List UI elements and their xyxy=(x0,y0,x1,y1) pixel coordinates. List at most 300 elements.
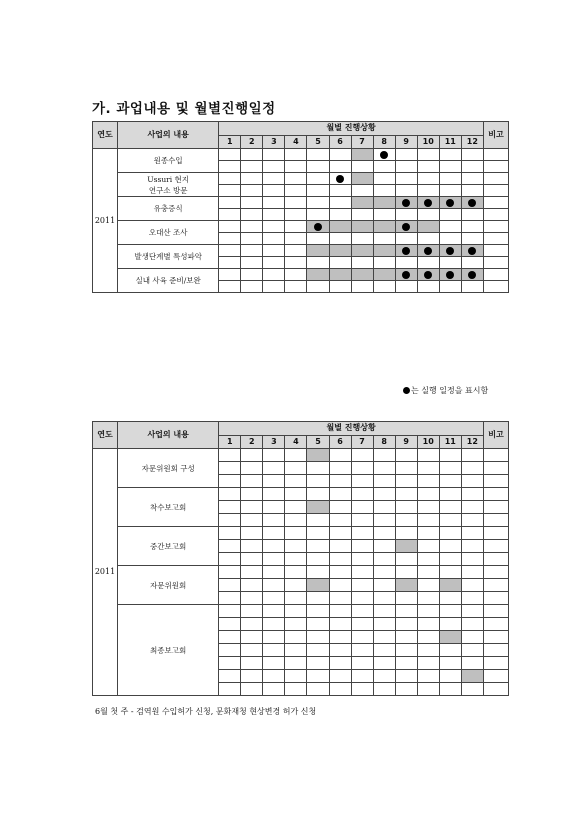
month-cell xyxy=(329,149,351,161)
month-cell xyxy=(417,185,439,197)
month-cell xyxy=(263,197,285,209)
month-cell xyxy=(241,514,263,527)
month-cell xyxy=(373,475,395,488)
remarks-cell xyxy=(483,657,508,670)
month-cell xyxy=(439,631,461,644)
month-cell xyxy=(351,475,373,488)
month-cell xyxy=(219,197,241,209)
month-header: 6 xyxy=(329,435,351,449)
month-cell xyxy=(241,579,263,592)
month-cell xyxy=(219,631,241,644)
month-cell xyxy=(219,657,241,670)
month-cell xyxy=(461,579,483,592)
month-cell xyxy=(439,618,461,631)
month-cell xyxy=(373,553,395,566)
table-row xyxy=(93,566,509,579)
month-cell xyxy=(307,185,329,197)
month-cell xyxy=(285,149,307,161)
month-cell xyxy=(263,644,285,657)
month-cell xyxy=(351,683,373,696)
task-name: 착수보고회 xyxy=(118,488,219,527)
month-cell xyxy=(461,527,483,540)
month-header: 8 xyxy=(373,135,395,149)
month-cell xyxy=(461,488,483,501)
table-row xyxy=(93,269,509,281)
month-cell xyxy=(285,449,307,462)
month-cell xyxy=(307,281,329,293)
month-cell xyxy=(395,657,417,670)
month-cell xyxy=(219,527,241,540)
month-cell xyxy=(417,221,439,233)
month-cell xyxy=(351,631,373,644)
month-cell xyxy=(263,233,285,245)
filled-circle-icon xyxy=(402,223,410,231)
month-cell xyxy=(329,540,351,553)
month-cell xyxy=(263,527,285,540)
month-cell xyxy=(395,683,417,696)
month-cell xyxy=(219,245,241,257)
month-cell xyxy=(219,540,241,553)
month-cell xyxy=(439,527,461,540)
remarks-cell xyxy=(483,566,508,579)
month-cell xyxy=(241,683,263,696)
month-cell xyxy=(373,488,395,501)
filled-circle-icon xyxy=(314,223,322,231)
month-cell xyxy=(263,670,285,683)
month-cell xyxy=(351,566,373,579)
month-cell xyxy=(307,657,329,670)
month-cell xyxy=(285,644,307,657)
month-cell xyxy=(461,161,483,173)
month-cell xyxy=(417,618,439,631)
month-cell xyxy=(307,161,329,173)
month-cell xyxy=(263,592,285,605)
month-cell xyxy=(373,269,395,281)
month-cell xyxy=(351,209,373,221)
month-cell xyxy=(263,618,285,631)
table-row xyxy=(93,245,509,257)
month-cell xyxy=(263,566,285,579)
month-cell xyxy=(263,683,285,696)
month-cell xyxy=(263,245,285,257)
month-cell xyxy=(351,149,373,161)
month-cell xyxy=(373,173,395,185)
month-header: 10 xyxy=(417,435,439,449)
month-cell xyxy=(461,592,483,605)
month-header: 8 xyxy=(373,435,395,449)
month-cell xyxy=(373,209,395,221)
month-cell xyxy=(329,683,351,696)
table-row xyxy=(93,488,509,501)
month-cell xyxy=(241,462,263,475)
month-cell xyxy=(241,670,263,683)
month-cell xyxy=(263,173,285,185)
month-cell xyxy=(373,644,395,657)
month-cell xyxy=(351,462,373,475)
progress-header: 월별 진행상황 xyxy=(219,422,484,436)
month-cell xyxy=(307,245,329,257)
month-cell xyxy=(351,488,373,501)
task-name: Ussuri 현지 연구소 방문 xyxy=(118,173,219,197)
month-cell xyxy=(351,501,373,514)
month-cell xyxy=(351,245,373,257)
filled-circle-icon xyxy=(402,271,410,279)
month-cell xyxy=(417,657,439,670)
month-cell xyxy=(241,475,263,488)
month-cell xyxy=(241,631,263,644)
month-cell xyxy=(241,605,263,618)
month-cell xyxy=(461,233,483,245)
month-cell xyxy=(373,566,395,579)
month-cell xyxy=(241,449,263,462)
task-name: 발생단계별 특성파악 xyxy=(118,245,219,269)
month-cell xyxy=(263,161,285,173)
month-cell xyxy=(417,631,439,644)
month-cell xyxy=(439,233,461,245)
schedule-table-1 xyxy=(92,121,509,293)
month-cell xyxy=(373,631,395,644)
month-cell xyxy=(263,605,285,618)
month-cell xyxy=(263,488,285,501)
month-cell xyxy=(263,501,285,514)
month-header: 5 xyxy=(307,135,329,149)
month-cell xyxy=(417,644,439,657)
month-cell xyxy=(219,644,241,657)
remarks-cell xyxy=(483,462,508,475)
month-cell xyxy=(307,449,329,462)
month-cell xyxy=(395,233,417,245)
legend-note xyxy=(403,385,488,396)
table-row xyxy=(93,197,509,209)
month-cell xyxy=(241,257,263,269)
month-cell xyxy=(417,540,439,553)
month-cell xyxy=(329,553,351,566)
month-cell xyxy=(439,197,461,209)
remarks-cell xyxy=(483,579,508,592)
month-cell xyxy=(219,618,241,631)
remarks-cell xyxy=(483,631,508,644)
month-cell xyxy=(241,197,263,209)
month-cell xyxy=(461,257,483,269)
filled-circle-icon xyxy=(403,387,410,394)
year-header: 연도 xyxy=(93,122,118,149)
month-cell xyxy=(329,670,351,683)
month-cell xyxy=(461,281,483,293)
month-cell xyxy=(351,514,373,527)
month-cell xyxy=(285,553,307,566)
month-cell xyxy=(439,221,461,233)
month-cell xyxy=(285,527,307,540)
month-cell xyxy=(351,449,373,462)
month-cell xyxy=(417,197,439,209)
month-cell xyxy=(329,269,351,281)
month-cell xyxy=(461,245,483,257)
month-cell xyxy=(351,185,373,197)
month-cell xyxy=(329,514,351,527)
month-cell xyxy=(307,257,329,269)
month-cell xyxy=(241,269,263,281)
month-cell xyxy=(285,233,307,245)
month-cell xyxy=(219,462,241,475)
month-cell xyxy=(461,566,483,579)
legend-text: 는 실행 일정을 표시함 xyxy=(411,386,489,395)
table-row xyxy=(93,149,509,161)
month-cell xyxy=(241,644,263,657)
month-cell xyxy=(307,233,329,245)
month-cell xyxy=(395,488,417,501)
month-cell xyxy=(219,149,241,161)
month-cell xyxy=(219,488,241,501)
month-cell xyxy=(439,185,461,197)
month-cell xyxy=(439,553,461,566)
month-cell xyxy=(395,245,417,257)
month-cell xyxy=(417,553,439,566)
month-cell xyxy=(351,605,373,618)
month-header: 2 xyxy=(241,135,263,149)
month-cell xyxy=(307,462,329,475)
month-header: 7 xyxy=(351,435,373,449)
month-cell xyxy=(263,475,285,488)
month-cell xyxy=(307,501,329,514)
month-cell xyxy=(395,462,417,475)
month-cell xyxy=(417,605,439,618)
month-cell xyxy=(439,501,461,514)
month-cell xyxy=(373,657,395,670)
month-cell xyxy=(329,257,351,269)
month-cell xyxy=(351,670,373,683)
month-cell xyxy=(241,149,263,161)
month-cell xyxy=(329,161,351,173)
month-cell xyxy=(351,592,373,605)
month-cell xyxy=(263,579,285,592)
month-cell xyxy=(285,475,307,488)
month-cell xyxy=(373,245,395,257)
remarks-cell xyxy=(483,670,508,683)
month-cell xyxy=(439,449,461,462)
month-cell xyxy=(307,553,329,566)
month-cell xyxy=(263,631,285,644)
month-cell xyxy=(461,209,483,221)
month-cell xyxy=(373,462,395,475)
month-cell xyxy=(329,173,351,185)
task-name: 자문위원회 xyxy=(118,566,219,605)
month-cell xyxy=(417,245,439,257)
month-cell xyxy=(329,631,351,644)
month-cell xyxy=(461,553,483,566)
month-cell xyxy=(417,488,439,501)
month-cell xyxy=(373,257,395,269)
month-cell xyxy=(395,197,417,209)
month-cell xyxy=(351,173,373,185)
month-cell xyxy=(395,269,417,281)
month-cell xyxy=(285,488,307,501)
month-cell xyxy=(219,281,241,293)
month-cell xyxy=(263,269,285,281)
month-cell xyxy=(329,657,351,670)
task-name: 유충증식 xyxy=(118,197,219,221)
month-header: 9 xyxy=(395,135,417,149)
month-cell xyxy=(373,221,395,233)
month-cell xyxy=(307,605,329,618)
schedule-table-2 xyxy=(92,421,509,696)
month-cell xyxy=(417,566,439,579)
month-cell xyxy=(461,605,483,618)
month-cell xyxy=(263,257,285,269)
month-cell xyxy=(329,579,351,592)
month-cell xyxy=(461,670,483,683)
year-cell: 2011 xyxy=(93,149,118,293)
month-cell xyxy=(373,605,395,618)
month-header: 2 xyxy=(241,435,263,449)
month-cell xyxy=(439,605,461,618)
month-cell xyxy=(461,269,483,281)
remarks-cell xyxy=(483,233,508,245)
month-cell xyxy=(219,605,241,618)
section-title: 가. 과업내용 및 월별진행일정 xyxy=(92,101,276,117)
filled-circle-icon xyxy=(468,247,476,255)
remarks-cell xyxy=(483,221,508,233)
month-cell xyxy=(351,257,373,269)
month-cell xyxy=(219,579,241,592)
task-name: 최종보고회 xyxy=(118,605,219,696)
filled-circle-icon xyxy=(402,247,410,255)
month-cell xyxy=(241,540,263,553)
month-cell xyxy=(461,657,483,670)
month-cell xyxy=(373,670,395,683)
month-cell xyxy=(351,579,373,592)
month-cell xyxy=(461,618,483,631)
filled-circle-icon xyxy=(402,199,410,207)
month-cell xyxy=(307,579,329,592)
month-cell xyxy=(285,197,307,209)
month-cell xyxy=(263,449,285,462)
month-cell xyxy=(395,670,417,683)
month-cell xyxy=(241,553,263,566)
month-cell xyxy=(241,281,263,293)
month-cell xyxy=(307,683,329,696)
month-cell xyxy=(241,161,263,173)
month-cell xyxy=(439,488,461,501)
month-cell xyxy=(307,527,329,540)
month-cell xyxy=(439,149,461,161)
month-cell xyxy=(285,670,307,683)
remarks-cell xyxy=(483,245,508,257)
month-cell xyxy=(395,281,417,293)
month-cell xyxy=(241,657,263,670)
month-cell xyxy=(241,592,263,605)
month-cell xyxy=(329,527,351,540)
month-cell xyxy=(219,592,241,605)
remarks-header: 비고 xyxy=(483,422,508,449)
month-cell xyxy=(219,269,241,281)
month-cell xyxy=(329,644,351,657)
remarks-cell xyxy=(483,257,508,269)
month-cell xyxy=(395,631,417,644)
month-cell xyxy=(395,185,417,197)
filled-circle-icon xyxy=(380,151,388,159)
month-cell xyxy=(285,618,307,631)
month-cell xyxy=(219,449,241,462)
month-cell xyxy=(395,209,417,221)
month-cell xyxy=(351,553,373,566)
month-cell xyxy=(373,197,395,209)
month-cell xyxy=(307,631,329,644)
month-cell xyxy=(395,221,417,233)
month-cell xyxy=(307,269,329,281)
remarks-cell xyxy=(483,592,508,605)
remarks-cell xyxy=(483,209,508,221)
month-cell xyxy=(351,527,373,540)
month-cell xyxy=(285,161,307,173)
month-cell xyxy=(395,618,417,631)
month-cell xyxy=(373,501,395,514)
month-cell xyxy=(395,161,417,173)
month-cell xyxy=(241,185,263,197)
month-cell xyxy=(351,657,373,670)
month-header: 12 xyxy=(461,435,483,449)
remarks-cell xyxy=(483,605,508,618)
month-cell xyxy=(439,245,461,257)
month-cell xyxy=(351,281,373,293)
month-cell xyxy=(219,514,241,527)
month-cell xyxy=(461,185,483,197)
month-cell xyxy=(307,173,329,185)
month-cell xyxy=(263,657,285,670)
month-cell xyxy=(285,221,307,233)
month-cell xyxy=(285,462,307,475)
month-cell xyxy=(439,566,461,579)
month-cell xyxy=(329,618,351,631)
month-cell xyxy=(241,245,263,257)
month-cell xyxy=(373,281,395,293)
remarks-cell xyxy=(483,449,508,462)
month-cell xyxy=(439,161,461,173)
month-cell xyxy=(351,197,373,209)
month-cell xyxy=(263,209,285,221)
month-cell xyxy=(219,221,241,233)
remarks-header: 비고 xyxy=(483,122,508,149)
month-cell xyxy=(307,670,329,683)
month-cell xyxy=(285,269,307,281)
remarks-cell xyxy=(483,173,508,185)
month-cell xyxy=(417,173,439,185)
month-cell xyxy=(351,161,373,173)
month-cell xyxy=(395,566,417,579)
remarks-cell xyxy=(483,514,508,527)
month-cell xyxy=(461,501,483,514)
month-cell xyxy=(417,670,439,683)
month-cell xyxy=(417,683,439,696)
month-cell xyxy=(263,553,285,566)
month-cell xyxy=(285,631,307,644)
month-cell xyxy=(307,149,329,161)
month-cell xyxy=(329,281,351,293)
remarks-cell xyxy=(483,683,508,696)
month-cell xyxy=(351,618,373,631)
month-cell xyxy=(219,173,241,185)
month-cell xyxy=(439,683,461,696)
month-cell xyxy=(285,683,307,696)
filled-circle-icon xyxy=(468,271,476,279)
month-cell xyxy=(461,540,483,553)
month-cell xyxy=(417,233,439,245)
month-cell xyxy=(241,488,263,501)
month-cell xyxy=(285,245,307,257)
month-cell xyxy=(461,514,483,527)
content-header: 사업의 내용 xyxy=(118,422,219,449)
month-cell xyxy=(219,185,241,197)
month-cell xyxy=(219,257,241,269)
